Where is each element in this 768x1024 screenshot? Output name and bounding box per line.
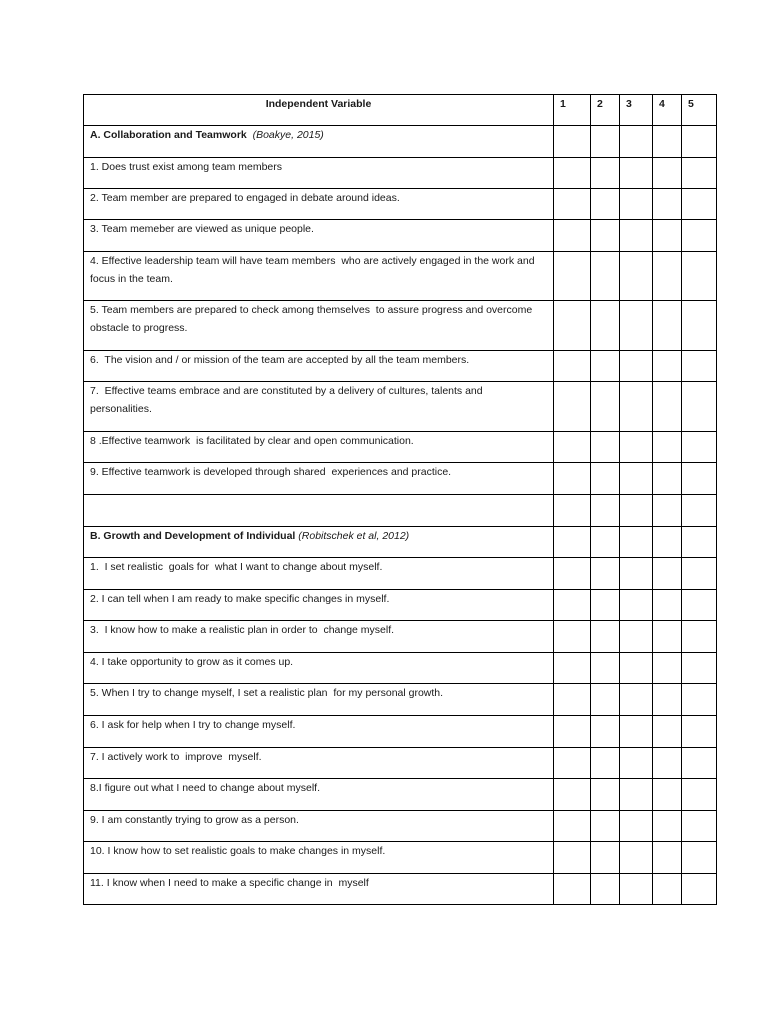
- rating-cell[interactable]: [554, 252, 591, 301]
- rating-cell[interactable]: [653, 779, 682, 811]
- question-b-9: 9. I am constantly trying to grow as a person.: [84, 811, 554, 842]
- rating-cell[interactable]: [554, 126, 591, 158]
- spacer-row: [84, 495, 717, 527]
- rating-cell[interactable]: [554, 351, 591, 382]
- column-header-variable: Independent Variable: [84, 95, 554, 126]
- rating-cell[interactable]: [620, 874, 653, 905]
- question-row: [84, 748, 717, 779]
- rating-cell[interactable]: [682, 301, 717, 351]
- rating-cell[interactable]: [591, 463, 620, 495]
- rating-cell[interactable]: [591, 301, 620, 351]
- rating-cell[interactable]: [653, 590, 682, 621]
- rating-cell[interactable]: [653, 301, 682, 351]
- rating-cell[interactable]: [554, 463, 591, 495]
- question-row: [84, 252, 717, 301]
- question-b-6: 6. I ask for help when I try to change myself.: [84, 716, 554, 748]
- rating-cell[interactable]: [591, 558, 620, 590]
- rating-cell[interactable]: [620, 351, 653, 382]
- rating-cell[interactable]: [682, 432, 717, 463]
- rating-cell[interactable]: [682, 220, 717, 252]
- rating-cell[interactable]: [653, 653, 682, 684]
- rating-cell[interactable]: [682, 590, 717, 621]
- rating-cell[interactable]: [620, 463, 653, 495]
- section-a-row: [84, 126, 717, 158]
- rating-cell[interactable]: [682, 527, 717, 558]
- rating-cell[interactable]: [591, 220, 620, 252]
- rating-cell[interactable]: [682, 842, 717, 874]
- rating-cell[interactable]: [682, 126, 717, 158]
- rating-cell[interactable]: [620, 252, 653, 301]
- question-row: [84, 684, 717, 716]
- rating-cell[interactable]: [620, 779, 653, 811]
- question-row: [84, 590, 717, 621]
- question-row: [84, 382, 717, 432]
- rating-cell[interactable]: [653, 463, 682, 495]
- rating-cell[interactable]: [591, 126, 620, 158]
- rating-cell[interactable]: [591, 842, 620, 874]
- question-b-1: 1. I set realistic goals for what I want to change about myself.: [84, 558, 554, 590]
- rating-cell[interactable]: [620, 653, 653, 684]
- rating-cell[interactable]: [653, 432, 682, 463]
- rating-cell[interactable]: [554, 382, 591, 432]
- header-row: [84, 95, 717, 126]
- question-a-1: 1. Does trust exist among team members: [84, 158, 554, 189]
- rating-cell[interactable]: [682, 158, 717, 189]
- rating-cell[interactable]: [620, 590, 653, 621]
- rating-cell[interactable]: [653, 382, 682, 432]
- rating-cell[interactable]: [620, 126, 653, 158]
- question-row: [84, 653, 717, 684]
- rating-cell[interactable]: [591, 811, 620, 842]
- rating-cell[interactable]: [682, 748, 717, 779]
- rating-cell[interactable]: [554, 558, 591, 590]
- rating-cell[interactable]: [554, 301, 591, 351]
- rating-cell[interactable]: [682, 716, 717, 748]
- rating-cell[interactable]: [554, 779, 591, 811]
- questionnaire-table: [83, 94, 717, 905]
- rating-cell[interactable]: [682, 874, 717, 905]
- question-b-11: 11. I know when I need to make a specific change in myself: [84, 874, 554, 905]
- rating-cell[interactable]: [591, 621, 620, 653]
- scale-header-1: 1: [554, 95, 591, 126]
- section-a-title: [84, 126, 554, 158]
- rating-cell[interactable]: [620, 748, 653, 779]
- rating-cell[interactable]: [591, 432, 620, 463]
- rating-cell[interactable]: [682, 811, 717, 842]
- question-row: [84, 301, 717, 351]
- rating-cell[interactable]: [591, 590, 620, 621]
- rating-cell[interactable]: [620, 621, 653, 653]
- rating-cell[interactable]: [591, 189, 620, 220]
- rating-cell[interactable]: [653, 527, 682, 558]
- section-a-heading: A. Collaboration and Teamwork: [90, 129, 247, 141]
- rating-cell[interactable]: [591, 653, 620, 684]
- rating-cell[interactable]: [653, 748, 682, 779]
- rating-cell[interactable]: [653, 621, 682, 653]
- rating-cell[interactable]: [591, 716, 620, 748]
- question-a-2: 2. Team member are prepared to engaged in debate around ideas.: [84, 189, 554, 220]
- rating-cell[interactable]: [591, 495, 620, 527]
- rating-cell[interactable]: [620, 558, 653, 590]
- question-b-3: 3. I know how to make a realistic plan in order to change myself.: [84, 621, 554, 653]
- rating-cell[interactable]: [554, 495, 591, 527]
- section-b-row: [84, 527, 717, 558]
- scale-header-5: 5: [682, 95, 717, 126]
- rating-cell[interactable]: [682, 351, 717, 382]
- rating-cell[interactable]: [591, 874, 620, 905]
- rating-cell[interactable]: [653, 189, 682, 220]
- rating-cell[interactable]: [653, 220, 682, 252]
- question-a-8: 8 .Effective teamwork is facilitated by clear and open communication.: [84, 432, 554, 463]
- rating-cell[interactable]: [591, 351, 620, 382]
- empty-cell: [84, 495, 554, 527]
- question-b-2: 2. I can tell when I am ready to make specific changes in myself.: [84, 590, 554, 621]
- section-a-citation: (Boakye, 2015): [252, 129, 324, 141]
- question-a-5: 5. Team members are prepared to check among themselves to assure progress and overcome obstacle to progress.: [84, 301, 554, 351]
- rating-cell[interactable]: [620, 158, 653, 189]
- rating-cell[interactable]: [653, 158, 682, 189]
- rating-cell[interactable]: [682, 495, 717, 527]
- rating-cell[interactable]: [653, 811, 682, 842]
- question-row: [84, 716, 717, 748]
- question-b-10: 10. I know how to set realistic goals to make changes in myself.: [84, 842, 554, 874]
- rating-cell[interactable]: [554, 527, 591, 558]
- rating-cell[interactable]: [554, 189, 591, 220]
- rating-cell[interactable]: [620, 220, 653, 252]
- rating-cell[interactable]: [620, 684, 653, 716]
- rating-cell[interactable]: [682, 653, 717, 684]
- rating-cell[interactable]: [682, 779, 717, 811]
- question-row: [84, 220, 717, 252]
- rating-cell[interactable]: [620, 189, 653, 220]
- rating-cell[interactable]: [554, 811, 591, 842]
- question-b-5: 5. When I try to change myself, I set a realistic plan for my personal growth.: [84, 684, 554, 716]
- rating-cell[interactable]: [620, 495, 653, 527]
- question-b-7: 7. I actively work to improve myself.: [84, 748, 554, 779]
- question-row: [84, 811, 717, 842]
- rating-cell[interactable]: [554, 716, 591, 748]
- rating-cell[interactable]: [620, 382, 653, 432]
- scale-header-2: 2: [591, 95, 620, 126]
- rating-cell[interactable]: [591, 252, 620, 301]
- question-row: [84, 558, 717, 590]
- rating-cell[interactable]: [554, 220, 591, 252]
- rating-cell[interactable]: [554, 684, 591, 716]
- question-row: [84, 621, 717, 653]
- rating-cell[interactable]: [682, 621, 717, 653]
- rating-cell[interactable]: [620, 716, 653, 748]
- rating-cell[interactable]: [682, 252, 717, 301]
- rating-cell[interactable]: [682, 189, 717, 220]
- rating-cell[interactable]: [554, 748, 591, 779]
- rating-cell[interactable]: [653, 252, 682, 301]
- section-b-citation: (Robitschek et al, 2012): [298, 530, 410, 542]
- rating-cell[interactable]: [554, 432, 591, 463]
- rating-cell[interactable]: [591, 684, 620, 716]
- section-b-title: [84, 527, 554, 558]
- rating-cell[interactable]: [554, 874, 591, 905]
- rating-cell[interactable]: [653, 495, 682, 527]
- question-a-7: 7. Effective teams embrace and are constituted by a delivery of cultures, talents and personalities.: [84, 382, 554, 432]
- rating-cell[interactable]: [682, 382, 717, 432]
- scale-header-3: 3: [620, 95, 653, 126]
- rating-cell[interactable]: [653, 351, 682, 382]
- rating-cell[interactable]: [591, 158, 620, 189]
- rating-cell[interactable]: [682, 558, 717, 590]
- rating-cell[interactable]: [554, 621, 591, 653]
- rating-cell[interactable]: [653, 684, 682, 716]
- question-row: [84, 432, 717, 463]
- rating-cell[interactable]: [591, 527, 620, 558]
- question-a-3: 3. Team memeber are viewed as unique people.: [84, 220, 554, 252]
- rating-cell[interactable]: [620, 432, 653, 463]
- rating-cell[interactable]: [653, 842, 682, 874]
- rating-cell[interactable]: [591, 748, 620, 779]
- question-a-6: 6. The vision and / or mission of the team are accepted by all the team members.: [84, 351, 554, 382]
- rating-cell[interactable]: [682, 684, 717, 716]
- question-b-8: 8.I figure out what I need to change about myself.: [84, 779, 554, 811]
- question-row: [84, 351, 717, 382]
- question-row: [84, 874, 717, 905]
- rating-cell[interactable]: [620, 301, 653, 351]
- rating-cell[interactable]: [653, 126, 682, 158]
- rating-cell[interactable]: [620, 527, 653, 558]
- rating-cell[interactable]: [591, 779, 620, 811]
- question-row: [84, 463, 717, 495]
- question-b-4: 4. I take opportunity to grow as it comes up.: [84, 653, 554, 684]
- question-a-9: 9. Effective teamwork is developed through shared experiences and practice.: [84, 463, 554, 495]
- scale-header-4: 4: [653, 95, 682, 126]
- rating-cell[interactable]: [554, 590, 591, 621]
- rating-cell[interactable]: [554, 842, 591, 874]
- rating-cell[interactable]: [554, 653, 591, 684]
- rating-cell[interactable]: [682, 463, 717, 495]
- rating-cell[interactable]: [620, 842, 653, 874]
- question-row: [84, 158, 717, 189]
- section-b-heading: B. Growth and Development of Individual: [90, 530, 296, 542]
- rating-cell[interactable]: [653, 716, 682, 748]
- question-a-4: 4. Effective leadership team will have team members who are actively engaged in the work and focus in the team.: [84, 252, 554, 301]
- rating-cell[interactable]: [653, 874, 682, 905]
- question-row: [84, 842, 717, 874]
- rating-cell[interactable]: [591, 382, 620, 432]
- rating-cell[interactable]: [554, 158, 591, 189]
- question-row: [84, 189, 717, 220]
- question-row: [84, 779, 717, 811]
- rating-cell[interactable]: [620, 811, 653, 842]
- rating-cell[interactable]: [653, 558, 682, 590]
